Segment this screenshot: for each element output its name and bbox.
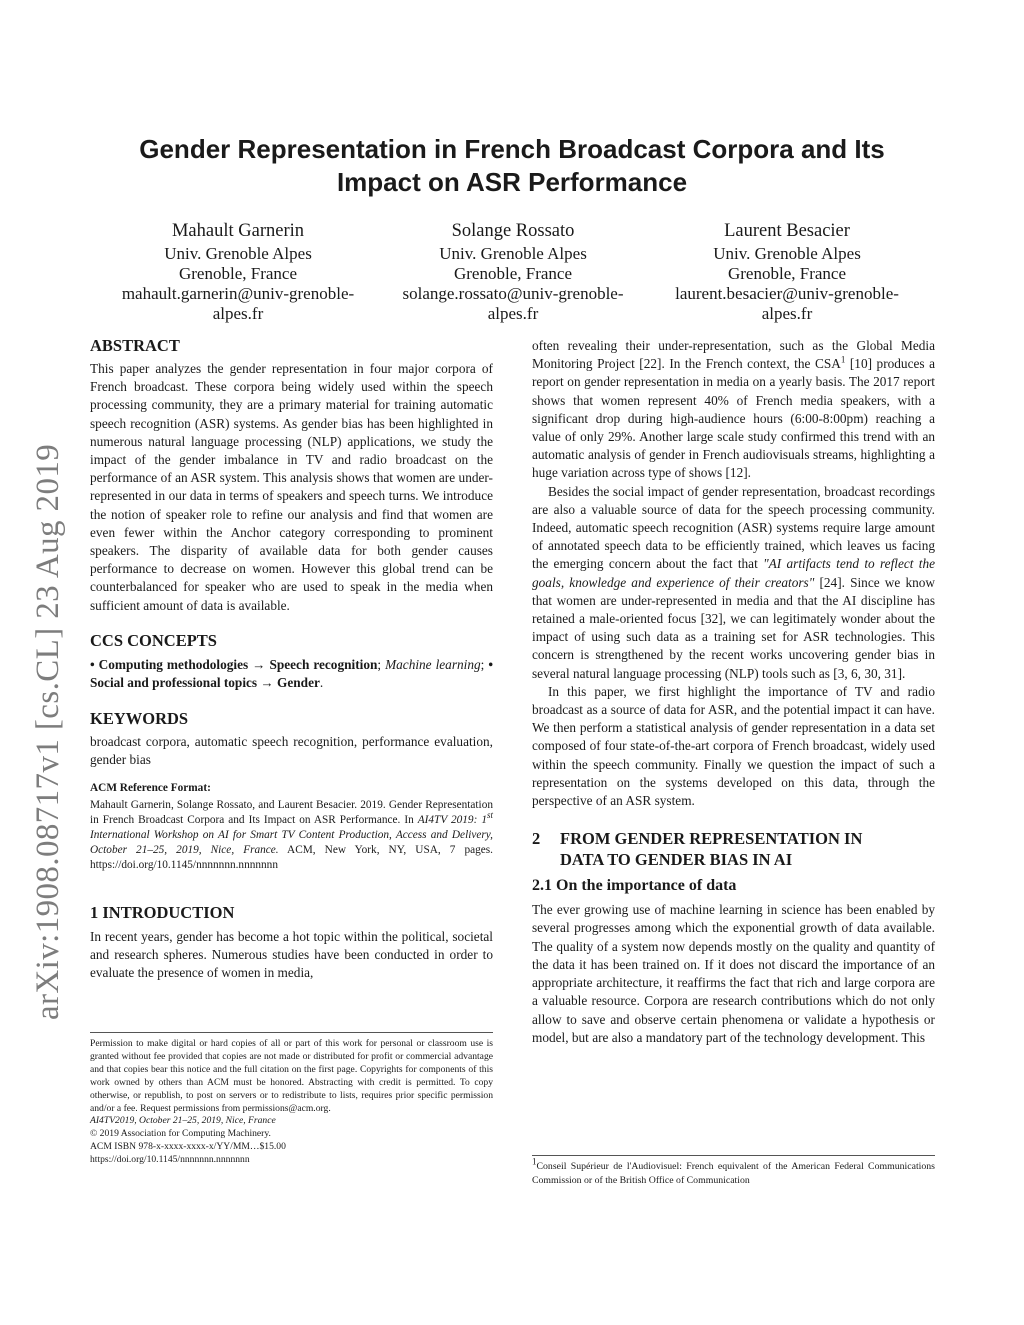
author-email: laurent.besacier@univ-grenoble- [675,284,899,303]
section-title-cont: DATA TO GENDER BIAS IN AI [560,850,793,870]
intro-paragraph: In recent years, gender has become a hot topic within the political, societal and research spheres. Numerous studies have been conducted in order to evaluate the presence of women in media, [90,928,493,981]
abstract-text: This paper analyzes the gender representation in four major corpora of French broadcast. These corpora being widely used within the speech processing community, they are a primary material for training automatic speech recognition (ASR) systems. As gender bias has been highlighted in numerous natural language processing (NLP) applications, we study the impact of the gender imbalance in TV and radio broadcast on the performance of an ASR system. This analysis shows that women are under-represented in our data in terms of speakers and speech turns. We introduce the notion of speaker role to refine our analysis and find that women are even fewer within the Anchor category corresponding to prominent speakers. The disparity of available data for both gender causes performance to decrease on women. However this global trend can be counterbalanced for speaker who are used to speak in the media when sufficient amount of data is available. [90,361,493,613]
author-block [378,219,648,324]
paper-title: Gender Representation in French Broadcast Corpora and Its Impact on ASR Performance [139,134,885,197]
ccs-concept: Machine learning [385,656,481,672]
author-email: solange.rossato@univ-grenoble- [402,284,624,303]
paragraph-text: often revealing their under-representation, such as the Global Media Monitoring Project [22]. In the French context, the CSA [532,338,935,372]
footnote-marker: 1 [840,354,846,365]
reference-venue-cont: International Workshop on AI for Smart TV Content Production, Access and Delivery, October 21–25, 2019, Nice, France. [90,829,493,857]
intro-paragraph [532,337,935,483]
permission-text: Permission to make digital or hard copies of all or part of this work for personal or classroom use is granted without fee provided that copies are not made or distributed for profit or commercial advantage and that copies bear this notice and the full citation on the first page. Copyrights for components of this work owned by others than ACM must be honored. Abstracting with credit is permitted. To copy otherwise, or republish, to post on servers or to redistribute to lists, requires prior specific permission and/or a fee. Request permissions from permissions@acm.org. [90,1038,493,1114]
author-email: mahault.garnerin@univ-grenoble- [121,284,355,303]
permission-isbn: ACM ISBN 978-x-xxxx-xxxx-x/YY/MM…$15.00 [90,1141,286,1153]
paragraph-text: [10] produces a report on gender representation in media on a yearly basis. The 2017 report shows that women represent 40% of French media speakers, with a significant drop during high-audience hours (6:00-8:00pm) reaching a value of only 29%. Another large scale study confirmed this trend with an automatic analysis of gender in French audiovisuals streams, highlighting a huge variation across type of shows [12]. [532,356,935,481]
ccs-separator: ; [480,656,489,672]
intro-heading: 1 INTRODUCTION [90,902,235,922]
author-location: Grenoble, France [178,264,297,283]
author-affiliation: Univ. Grenoble Alpes [439,244,587,263]
reference-text [90,798,493,874]
keywords-text: broadcast corpora, automatic speech recognition, performance evaluation, gender bias [90,734,493,768]
paragraph-text: [24]. Since we know that women are under-represented in media and that the AI discipline has retained a male-oriented focus [32], we can legitimately wonder about the impact of using such data as a training set for ASR technologies. This concern is strengthened by the recent works uncovering gender bias in several natural language processing (NLP) tools such as [3, 6, 30, 31]. [532,574,935,681]
footnote [532,1156,935,1187]
section-title: FROM GENDER REPRESENTATION IN [560,829,863,849]
author-block [103,219,373,324]
footnote-marker: 1 [532,1156,537,1167]
permission-block [90,1038,493,1167]
reference-superscript: st [486,810,493,821]
reference-authors: Mahault Garnerin, Solange Rossato, and Laurent Besacier. 2019. Gender Representation in French Broadcast Corpora and Its Impact on ASR Performance. In [90,798,493,826]
author-name: Mahault Garnerin [171,221,305,241]
reference-publisher: ACM, New York, NY, USA, 7 pages. https://doi.org/10.1145/nnnnnnn.nnnnnnn [90,844,493,872]
permission-copyright: © 2019 Association for Computing Machinery. [90,1128,271,1140]
author-block [652,219,922,324]
footnote-divider [532,1155,935,1156]
ccs-heading: CCS CONCEPTS [90,630,217,650]
author-location: Grenoble, France [453,264,572,283]
subsection-heading: 2.1 On the importance of data [532,877,737,895]
section-2-heading [532,828,935,870]
section-paragraph: The ever growing use of machine learning in science has been enabled by several progresses among which the exponential growth of data available. The quality of a system now depends mostly on the quality and quantity of the data it has been trained on. If it does not discard the importance of an appropriate architecture, it reaffirms the fact that rich and large corpora are a valuable resource. Corpora are research contributions which do not only allow to save and observe certain phenomena or validate a hypothesis or model, but are also a mandatory part of the technology development. This [532,902,935,1045]
author-name: Solange Rossato [451,221,575,241]
reference-heading: ACM Reference Format: [90,781,211,794]
divider [90,1032,493,1033]
arxiv-identifier: arXiv:1908.08717v1 [cs.CL] 23 Aug 2019 [30,443,66,1020]
author-name: Laurent Besacier [724,221,850,241]
author-email-cont: alpes.fr [487,304,539,323]
author-email-cont: alpes.fr [212,304,264,323]
keywords-heading: KEYWORDS [90,709,189,729]
abstract-heading: ABSTRACT [90,336,180,355]
ccs-separator: ; [377,656,386,672]
paragraph-text: Besides the social impact of gender representation, broadcast recordings are also a valuable source of data for the speech processing community. Indeed, automatic speech recognition (ASR) systems require large amount of annotated speech data to be efficiently trained, which leaves us facing the emerging concern about the fact that [532,483,935,572]
permission-venue: AI4TV2019, October 21–25, 2019, Nice, France [90,1115,276,1127]
footnote-text: Conseil Supérieur de l'Audiovisuel: French equivalent of the American Federal Communications Commission or of the British Office of Communication [532,1161,935,1186]
author-affiliation: Univ. Grenoble Alpes [164,244,312,263]
author-location: Grenoble, France [727,264,846,283]
ccs-end: . [319,675,324,691]
ccs-text [90,656,493,692]
section-number: 2 [532,829,541,849]
quotation: "AI artifacts tend to reflect the goals, knowledge and experience of their creators" [532,556,936,590]
ccs-concept: • Social and professional topics → Gender [90,656,493,691]
permission-doi: https://doi.org/10.1145/nnnnnnn.nnnnnnn [90,1154,250,1166]
author-affiliation: Univ. Grenoble Alpes [713,244,861,263]
author-email-cont: alpes.fr [761,304,813,323]
ccs-concept: • Computing methodologies → Speech recognition [90,656,378,672]
intro-paragraph [532,483,935,683]
left-column [90,335,493,982]
reference-venue: AI4TV 2019: 1 [417,813,487,826]
intro-paragraph: In this paper, we first highlight the importance of TV and radio broadcast as a source of data for ASR, and the potential impact it can have. We then perform a statistical analysis of gender representation in a data set composed of four state-of-the-art corpora of French broadcast, widely used within the speech community. Finally we question the impact of such a representation on the systems developed on this data, through the perspective of an ASR system. [532,683,935,809]
right-column [532,337,935,1047]
